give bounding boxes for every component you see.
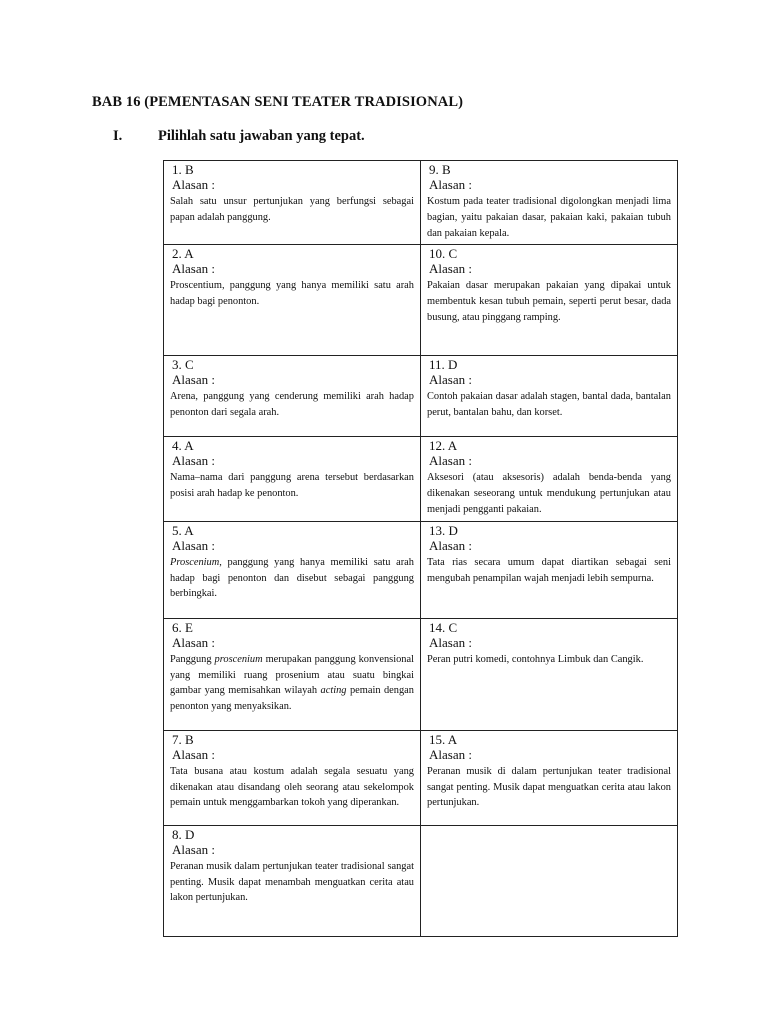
alasan-label: Alasan :: [429, 453, 472, 469]
answer-cell-5: [164, 521, 421, 618]
answer-number: 1. B: [172, 162, 194, 177]
answer-number: 12. A: [429, 438, 458, 454]
alasan-label: Alasan :: [429, 746, 472, 762]
answer-number: 10. C: [429, 246, 458, 262]
answer-cell-14: [421, 618, 678, 730]
answer-explanation: Tata rias secara umum dapat diartikan sebagai seni mengubah penampilan wajah menjadi lebih sempurna.: [427, 556, 671, 584]
answer-cell-2: [164, 245, 421, 356]
answer-number: 14. C: [429, 619, 458, 635]
answer-cell-12: [421, 437, 678, 521]
answer-number: 3. C: [172, 357, 194, 373]
section-instruction: Pilihlah satu jawaban yang tepat.: [158, 128, 365, 144]
answer-cell-15: [421, 730, 678, 825]
alasan-label: Alasan :: [172, 746, 215, 762]
answer-number: 8. D: [172, 826, 195, 842]
answer-explanation: Tata busana atau kostum adalah segala sesuatu yang dikenakan atau disandang oleh seorang atau sekelompok pemain untuk menggambarkan tokoh yang diperankan.: [170, 765, 414, 809]
answer-cell-6: [164, 618, 421, 730]
answer-explanation: [170, 652, 414, 715]
section-heading: [113, 128, 365, 145]
answer-explanation: Peran putri komedi, contohnya Limbuk dan Cangik.: [427, 653, 644, 665]
explanation-text: pemain dengan penonton yang menyaksikan.: [170, 685, 414, 713]
answer-cell-11: [421, 356, 678, 437]
answer-cell-7: [164, 730, 421, 825]
answer-explanation: Aksesori (atau aksesoris) adalah benda-benda yang dikenakan seseorang untuk mendukung pertunjukan atau menjadi pengganti pakaian.: [427, 472, 671, 515]
answer-explanation: [170, 555, 414, 602]
alasan-label: Alasan :: [429, 372, 472, 388]
chapter-title: BAB 16 (PEMENTASAN SENI TEATER TRADISIONAL): [92, 94, 464, 110]
answer-cell-13: [421, 521, 678, 618]
alasan-label: Alasan :: [172, 537, 215, 553]
answer-explanation: Salah satu unsur pertunjukan yang berfungsi sebagai papan adalah panggung.: [170, 196, 414, 223]
alasan-label: Alasan :: [429, 537, 472, 553]
italic-term: Proscenium: [170, 556, 220, 568]
answer-explanation: Peranan musik di dalam pertunjukan teater tradisional sangat penting. Musik dapat menguatkan cerita atau lakon pertunjukan.: [427, 765, 671, 809]
answer-number: 2. A: [172, 246, 194, 262]
answer-number: 13. D: [429, 522, 458, 538]
answer-cell-10: [421, 245, 678, 356]
alasan-label: Alasan :: [429, 177, 472, 192]
alasan-label: Alasan :: [429, 261, 472, 277]
explanation-text: Panggung: [170, 653, 215, 665]
italic-term: proscenium: [214, 653, 263, 665]
answer-explanation: Nama–nama dari panggung arena tersebut berdasarkan posisi arah hadap ke penonton.: [170, 472, 414, 500]
answer-number: 15. A: [429, 731, 458, 747]
answer-cell-9: [421, 161, 678, 245]
alasan-label: Alasan :: [172, 634, 215, 650]
answer-explanation: Pakaian dasar merupakan pakaian yang dipakai untuk membentuk kesan tubuh pemain, seperti perut besar, dada busung, atau pinggang ramping.: [427, 280, 671, 323]
answer-explanation: Contoh pakaian dasar adalah stagen, bantal dada, bantalan perut, bantalan bahu, dan korset.: [427, 391, 671, 419]
section-number: I.: [113, 128, 123, 144]
answer-number: 6. E: [172, 619, 193, 635]
empty-cell: [421, 825, 678, 936]
explanation-text: merupakan panggung konvensional yang memiliki ruang prosenium atau suatu bingkai gambar yang memisahkan wilayah: [170, 653, 414, 697]
explanation-text: , panggung yang hanya memiliki satu arah hadap bagi penonton dan disebut sebagai panggung berbingkai.: [170, 556, 414, 600]
answer-cell-8: [164, 825, 421, 936]
answer-cell-4: [164, 437, 421, 521]
answer-explanation: Peranan musik dalam pertunjukan teater tradisional sangat penting. Musik dapat menambah menguatkan cerita atau lakon pertunjukan.: [170, 860, 414, 904]
answer-cell-1: [164, 161, 421, 245]
answer-explanation: Arena, panggung yang cenderung memiliki arah hadap penonton dari segala arah.: [170, 391, 414, 419]
answer-number: 9. B: [429, 162, 451, 177]
alasan-label: Alasan :: [172, 177, 215, 192]
answer-explanation: Kostum pada teater tradisional digolongkan menjadi lima bagian, yaitu pakaian dasar, pakaian kaki, pakaian tubuh dan pakaian kepala.: [427, 196, 671, 239]
alasan-label: Alasan :: [172, 261, 215, 277]
alasan-label: Alasan :: [172, 453, 215, 469]
answer-table: [163, 160, 678, 937]
alasan-label: Alasan :: [429, 634, 472, 650]
answer-number: 5. A: [172, 522, 194, 538]
answer-number: 11. D: [429, 357, 458, 373]
answer-number: 4. A: [172, 438, 194, 454]
answer-explanation: Proscentium, panggung yang hanya memiliki satu arah hadap bagi penonton.: [170, 280, 414, 308]
alasan-label: Alasan :: [172, 372, 215, 388]
alasan-label: Alasan :: [172, 841, 215, 857]
answer-number: 7. B: [172, 731, 194, 747]
answer-cell-3: [164, 356, 421, 437]
italic-term: acting: [320, 685, 347, 697]
